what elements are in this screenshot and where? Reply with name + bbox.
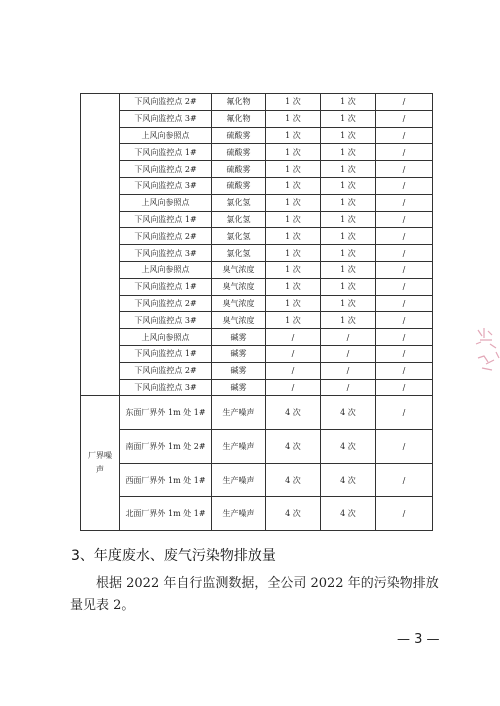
frequency-cell: / <box>266 329 321 346</box>
frequency-cell: 4 次 <box>266 430 321 464</box>
monitoring-point-cell: 下风向监控点 3# <box>120 110 212 127</box>
note-cell: / <box>376 362 433 379</box>
monitoring-point-cell: 下风向监控点 1# <box>120 144 212 161</box>
monitoring-point-cell: 下风向监控点 2# <box>120 295 212 312</box>
frequency-cell: 4 次 <box>266 463 321 497</box>
frequency-cell: 1 次 <box>266 261 321 278</box>
note-cell: / <box>376 245 433 262</box>
frequency-cell: 1 次 <box>266 211 321 228</box>
monitoring-table-body <box>81 94 433 531</box>
frequency-cell: 1 次 <box>266 127 321 144</box>
pollutant-cell: 硫酸雾 <box>212 177 266 194</box>
note-cell: / <box>376 177 433 194</box>
frequency-cell: 1 次 <box>321 177 376 194</box>
frequency-cell: 1 次 <box>266 245 321 262</box>
frequency-cell: / <box>266 345 321 362</box>
table-row <box>81 379 433 396</box>
frequency-cell: 1 次 <box>321 261 376 278</box>
frequency-cell: 4 次 <box>321 463 376 497</box>
frequency-cell: 1 次 <box>321 245 376 262</box>
frequency-cell: 1 次 <box>266 94 321 111</box>
red-stamp-mark <box>472 322 500 378</box>
table-row <box>81 362 433 379</box>
frequency-cell: 1 次 <box>266 110 321 127</box>
frequency-cell: 1 次 <box>321 312 376 329</box>
frequency-cell: 1 次 <box>266 295 321 312</box>
frequency-cell: / <box>321 362 376 379</box>
page-number: — 3 — <box>397 632 440 647</box>
category-cell-air <box>81 94 120 396</box>
frequency-cell: 1 次 <box>321 144 376 161</box>
note-cell: / <box>376 497 433 531</box>
frequency-cell: 1 次 <box>321 110 376 127</box>
note-cell: / <box>376 329 433 346</box>
monitoring-table <box>80 93 433 531</box>
frequency-cell: 1 次 <box>321 211 376 228</box>
table-row-noise <box>81 463 433 497</box>
frequency-cell: 1 次 <box>321 278 376 295</box>
frequency-cell: 4 次 <box>321 396 376 430</box>
table-row <box>81 295 433 312</box>
table-row <box>81 94 433 111</box>
note-cell: / <box>376 261 433 278</box>
monitoring-point-cell: 下风向监控点 3# <box>120 177 212 194</box>
pollutant-cell: 碱雾 <box>212 362 266 379</box>
table-row-noise <box>81 396 433 430</box>
monitoring-point-cell: 下风向监控点 2# <box>120 362 212 379</box>
monitoring-point-cell: 下风向监控点 1# <box>120 345 212 362</box>
pollutant-cell: 碱雾 <box>212 345 266 362</box>
table-row <box>81 144 433 161</box>
frequency-cell: 1 次 <box>266 278 321 295</box>
monitoring-point-cell: 下风向监控点 2# <box>120 94 212 111</box>
monitoring-point-cell: 上风向参照点 <box>120 127 212 144</box>
pollutant-cell: 硫酸雾 <box>212 127 266 144</box>
table-row <box>81 177 433 194</box>
table-row <box>81 228 433 245</box>
monitoring-point-cell: 西面厂界外 1m 处 1# <box>120 463 212 497</box>
frequency-cell: / <box>321 379 376 396</box>
frequency-cell: 1 次 <box>321 228 376 245</box>
pollutant-cell: 氯化氢 <box>212 228 266 245</box>
table-row <box>81 261 433 278</box>
monitoring-point-cell: 下风向监控点 3# <box>120 379 212 396</box>
pollutant-cell: 臭气浓度 <box>212 278 266 295</box>
pollutant-cell: 氯化氢 <box>212 194 266 211</box>
pollutant-cell: 生产噪声 <box>212 430 266 464</box>
pollutant-cell: 臭气浓度 <box>212 295 266 312</box>
frequency-cell: 1 次 <box>321 161 376 178</box>
note-cell: / <box>376 161 433 178</box>
monitoring-point-cell: 东面厂界外 1m 处 1# <box>120 396 212 430</box>
note-cell: / <box>376 278 433 295</box>
note-cell: / <box>376 211 433 228</box>
frequency-cell: / <box>321 329 376 346</box>
pollutant-cell: 碱雾 <box>212 379 266 396</box>
table-row <box>81 127 433 144</box>
frequency-cell: 1 次 <box>266 228 321 245</box>
monitoring-point-cell: 下风向监控点 1# <box>120 278 212 295</box>
table-row-noise <box>81 497 433 531</box>
frequency-cell: 1 次 <box>321 94 376 111</box>
table-row-noise <box>81 430 433 464</box>
frequency-cell: 4 次 <box>266 396 321 430</box>
category-cell-noise: 厂界噪声 <box>81 396 120 531</box>
pollutant-cell: 生产噪声 <box>212 463 266 497</box>
pollutant-cell: 氟化物 <box>212 110 266 127</box>
pollutant-cell: 氯化氢 <box>212 245 266 262</box>
table-row <box>81 278 433 295</box>
monitoring-point-cell: 下风向监控点 2# <box>120 228 212 245</box>
frequency-cell: 1 次 <box>321 295 376 312</box>
note-cell: / <box>376 345 433 362</box>
note-cell: / <box>376 228 433 245</box>
monitoring-point-cell: 上风向参照点 <box>120 329 212 346</box>
frequency-cell: 1 次 <box>266 161 321 178</box>
table-row <box>81 245 433 262</box>
frequency-cell: 4 次 <box>321 430 376 464</box>
note-cell: / <box>376 127 433 144</box>
monitoring-point-cell: 上风向参照点 <box>120 194 212 211</box>
note-cell: / <box>376 430 433 464</box>
note-cell: / <box>376 194 433 211</box>
pollutant-cell: 臭气浓度 <box>212 261 266 278</box>
table-row <box>81 345 433 362</box>
frequency-cell: 1 次 <box>266 312 321 329</box>
frequency-cell: 1 次 <box>266 144 321 161</box>
pollutant-cell: 硫酸雾 <box>212 161 266 178</box>
table-row <box>81 312 433 329</box>
frequency-cell: / <box>266 379 321 396</box>
frequency-cell: / <box>321 345 376 362</box>
table-row <box>81 194 433 211</box>
frequency-cell: 1 次 <box>321 194 376 211</box>
note-cell: / <box>376 295 433 312</box>
body-paragraph: 根据 2022 年自行监测数据，全公司 2022 年的污染物排放量见表 2。 <box>70 576 439 613</box>
monitoring-point-cell: 北面厂界外 1m 处 1# <box>120 497 212 531</box>
frequency-cell: 1 次 <box>321 127 376 144</box>
note-cell: / <box>376 312 433 329</box>
table-row <box>81 329 433 346</box>
frequency-cell: 4 次 <box>321 497 376 531</box>
table-row <box>81 211 433 228</box>
monitoring-point-cell: 下风向监控点 3# <box>120 245 212 262</box>
monitoring-point-cell: 下风向监控点 1# <box>120 211 212 228</box>
frequency-cell: 4 次 <box>266 497 321 531</box>
pollutant-cell: 氯化氢 <box>212 211 266 228</box>
note-cell: / <box>376 379 433 396</box>
note-cell: / <box>376 110 433 127</box>
monitoring-point-cell: 南面厂界外 1m 处 2# <box>120 430 212 464</box>
note-cell: / <box>376 94 433 111</box>
note-cell: / <box>376 396 433 430</box>
pollutant-cell: 碱雾 <box>212 329 266 346</box>
table-row <box>81 110 433 127</box>
monitoring-point-cell: 下风向监控点 2# <box>120 161 212 178</box>
pollutant-cell: 硫酸雾 <box>212 144 266 161</box>
monitoring-point-cell: 下风向监控点 3# <box>120 312 212 329</box>
pollutant-cell: 生产噪声 <box>212 396 266 430</box>
frequency-cell: 1 次 <box>266 177 321 194</box>
table-row <box>81 161 433 178</box>
frequency-cell: / <box>266 362 321 379</box>
pollutant-cell: 氟化物 <box>212 94 266 111</box>
frequency-cell: 1 次 <box>266 194 321 211</box>
section-heading: 3、年度废水、废气污染物排放量 <box>71 548 276 564</box>
pollutant-cell: 臭气浓度 <box>212 312 266 329</box>
pollutant-cell: 生产噪声 <box>212 497 266 531</box>
note-cell: / <box>376 144 433 161</box>
note-cell: / <box>376 463 433 497</box>
monitoring-point-cell: 上风向参照点 <box>120 261 212 278</box>
